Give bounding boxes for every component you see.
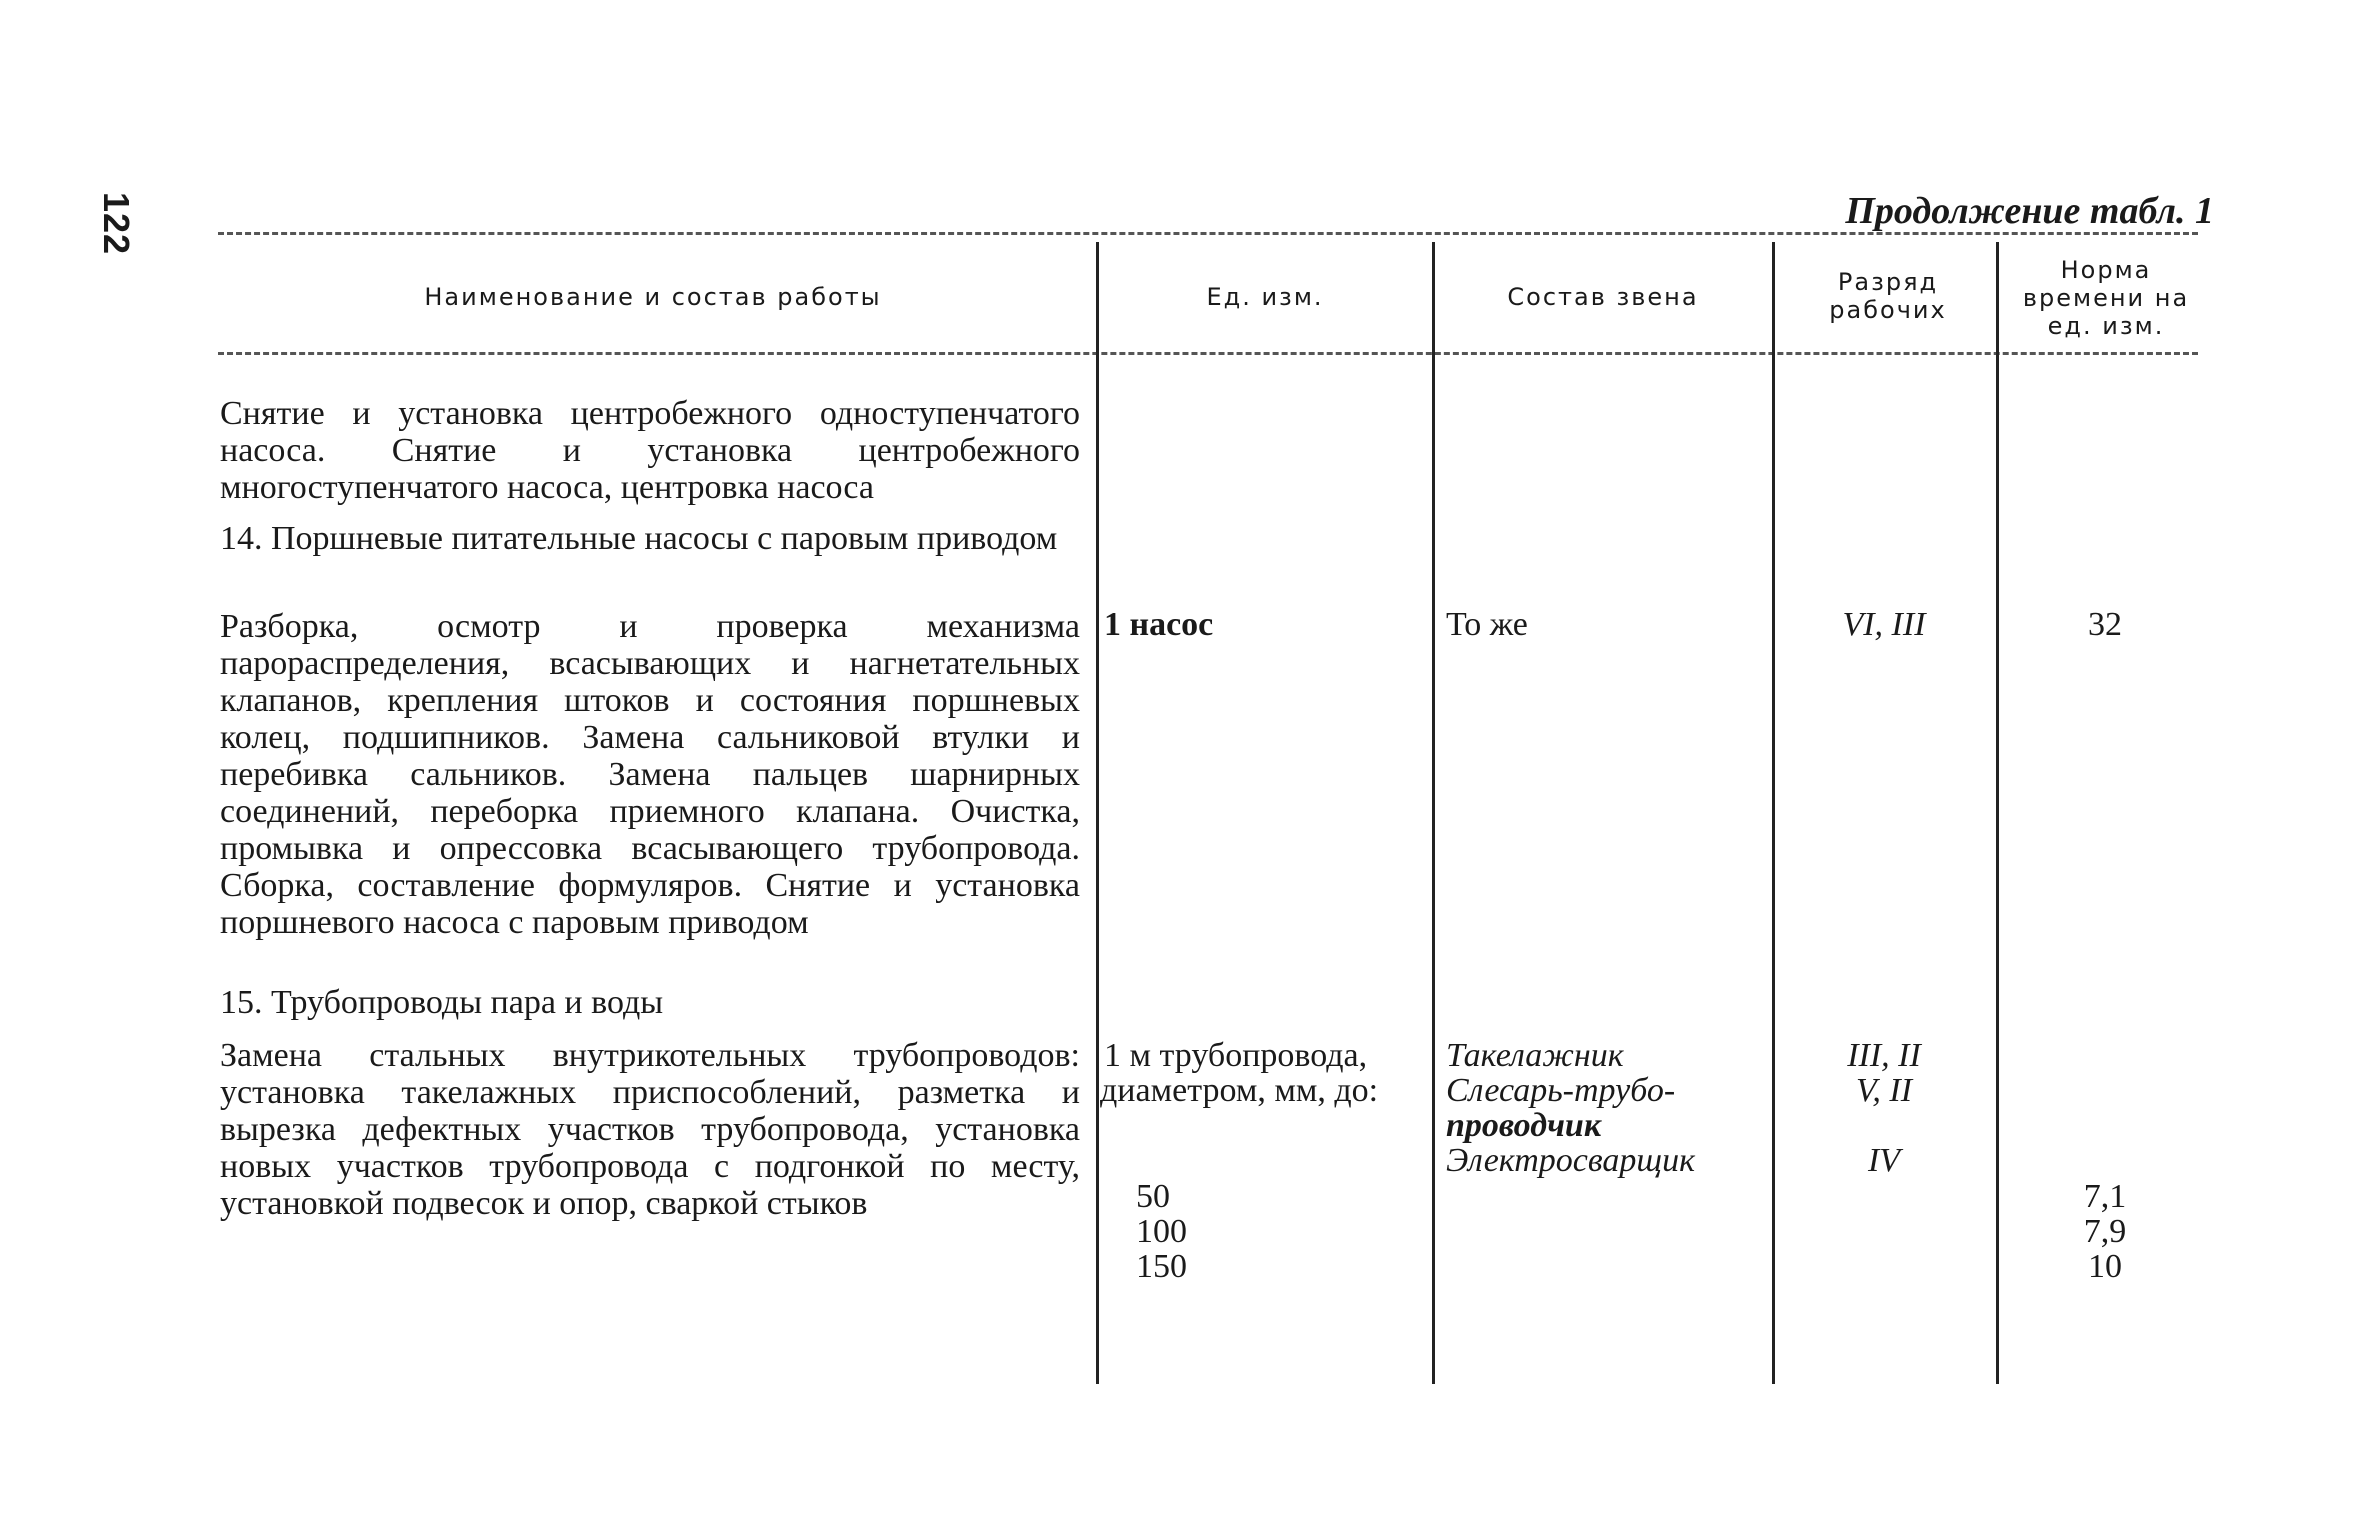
norm-cell: 7,9	[2083, 1213, 2127, 1250]
section-title: 14. Поршневые питательные насосы с паровым приводом	[220, 520, 1058, 557]
unit-cell: 1 м трубопровода,	[1104, 1037, 1368, 1074]
grade-cell: IV	[1867, 1142, 1901, 1179]
unit-cell: 1 насос	[1104, 606, 1214, 643]
header-grade: Разряд рабочих	[1829, 268, 1947, 324]
grade-cell: V, II	[1855, 1072, 1913, 1109]
crew-member: Такелажник	[1446, 1037, 1624, 1074]
grade-cell: VI, III	[1842, 606, 1926, 643]
header-unit: Ед. изм.	[1206, 283, 1324, 311]
column-divider-3	[1772, 242, 1775, 1384]
header-norm: Норма времени на ед. изм.	[2022, 256, 2190, 340]
crew-cell: То же	[1446, 606, 1528, 643]
table-top-rule	[218, 232, 2198, 235]
diameter-value: 50	[1136, 1178, 1170, 1215]
row-description: Разборка, осмотр и проверка механизма парораспределения, всасывающих и нагнетательных клапанов, крепления штоков и состояния поршневых колец, подшипников. Замена сальниковой втулки и перебивка сальников. Замена пальцев шарнирных соединений, переборка приемного клапана. Очистка, промывка и опрессовка всасывающего трубопровода. Сборка, составление формуляров. Снятие и установка поршневого насоса с паровым приводом	[220, 608, 1080, 941]
header-crew: Состав звена	[1507, 283, 1699, 311]
diameter-value: 150	[1136, 1248, 1187, 1285]
row-description: Замена стальных внутрикотельных трубопроводов: установка такелажных приспособлений, разметка и вырезка дефектных участков трубопровода, установка новых участков трубопровода с подгонкой по месту, установкой подвесок и опор, сваркой стыков	[220, 1037, 1080, 1222]
grade-cell: III, II	[1847, 1037, 1921, 1074]
norm-cell: 10	[2088, 1248, 2122, 1285]
column-divider-4	[1996, 242, 1999, 1384]
table-continuation-label: Продолжение табл. 1	[1845, 190, 2214, 232]
page-number: 122	[96, 192, 137, 256]
norm-cell: 32	[2088, 606, 2122, 643]
diameter-value: 100	[1136, 1213, 1187, 1250]
header-bottom-rule	[218, 352, 2198, 355]
column-divider-1	[1096, 242, 1099, 1384]
row-description: Снятие и установка центробежного одноступенчатого насоса. Снятие и установка центробежного многоступенчатого насоса, центровка насоса	[220, 395, 1080, 506]
header-work: Наименование и состав работы	[424, 283, 882, 311]
column-divider-2	[1432, 242, 1435, 1384]
norm-cell: 7,1	[2083, 1178, 2127, 1215]
section-title: 15. Трубопроводы пара и воды	[220, 984, 664, 1021]
unit-cell-diameter-label: диаметром, мм, до:	[1100, 1072, 1379, 1109]
crew-member: Слесарь-трубо-	[1446, 1072, 1676, 1109]
crew-member: проводчик	[1446, 1107, 1602, 1144]
crew-member: Электросварщик	[1446, 1142, 1695, 1179]
